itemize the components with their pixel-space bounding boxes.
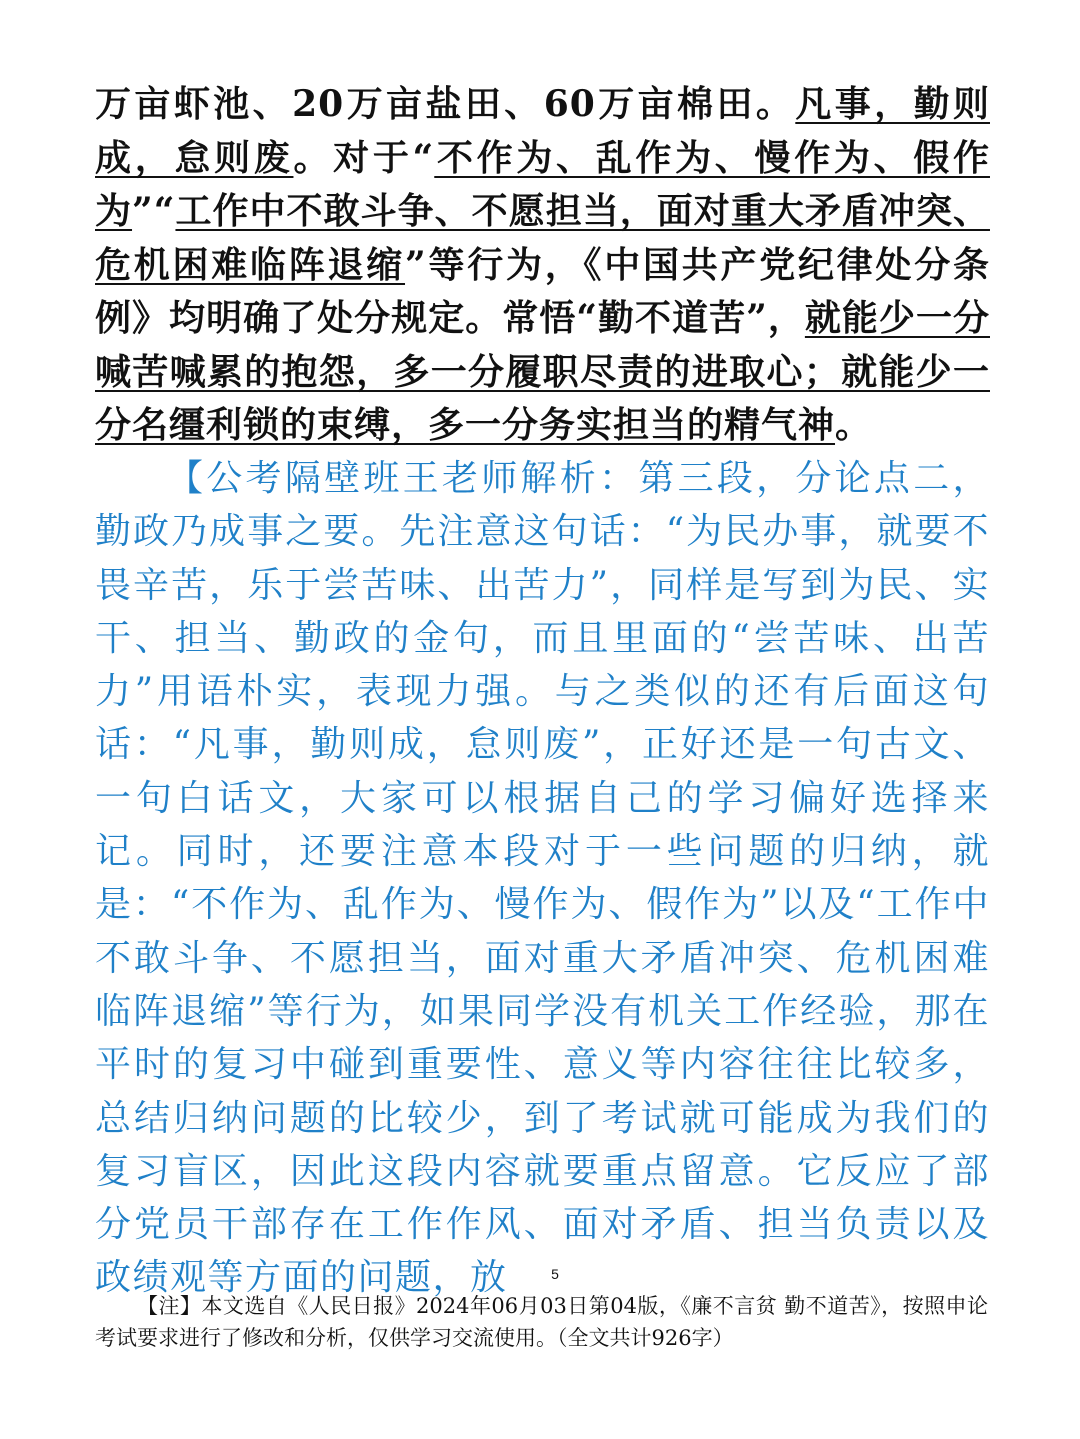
text-segment: 。	[835, 404, 873, 446]
page-number: 5	[551, 1266, 559, 1282]
text-segment: 。对于“	[293, 136, 435, 179]
underlined-phrase: 工作中不敢斗争、不愿担当，面对重大矛盾冲突、危机困难临阵退缩	[95, 190, 990, 286]
teacher-analysis-paragraph: 【公考隔壁班王老师解析：第三段，分论点二，勤政乃成事之要。先注意这句话：“为民办事，就要不畏辛苦，乐于尝苦味、出苦力”，同样是写到为民、实干、担当、勤政的金句，而且里面的“尝苦味、出苦力”用语朴实，表现力强。与之类似的还有后面这句话：“凡事，勤则成，怠则废”，正好还是一句古文、一句白话文，大家可以根据自己的学习偏好选择来记。同时，还要注意本段对于一些问题的归纳，就是：“不作为、乱作为、慢作为、假作为”以及“工作中不敢斗争、不愿担当，面对重大矛盾冲突、危机困难临阵退缩”等行为，如果同学没有机关工作经验，那在平时的复习中碰到重要性、意义等内容往往比较多，总结归纳问题的比较少，到了考试就可能成为我们的复习盲区，因此这段内容就要重点留意。它反应了部分党员干部存在工作作风、面对矛盾、担当负责以及政绩观等方面的问题，放	[95, 458, 990, 1299]
text-segment: ”等行为，《中国共产党纪律处分条例》均明确了处分规定。常悟“勤不道苦”，	[95, 243, 990, 339]
underlined-phrase: 就能少一分喊苦喊累的抱怨，多一分履职尽责的进取心；就能少一分名缰利锁的束缚，多一分务实担当的精气神	[95, 297, 990, 446]
underlined-phrase: 不作为、乱作为、慢作为、假作为	[95, 136, 990, 232]
footnote: 【注】本文选自《人民日报》2024年06月03日第04版，《廉不言贫 勤不道苦》，按照申论考试要求进行了修改和分析，仅供学习交流使用。（全文共计926字）	[95, 1294, 988, 1350]
underlined-phrase: 凡事，勤则成，怠则废	[95, 83, 990, 179]
text-segment: ”“	[132, 190, 176, 232]
text-segment: 万亩虾池、20万亩盐田、60万亩棉田。	[95, 83, 796, 125]
article-paragraph	[95, 78, 990, 453]
